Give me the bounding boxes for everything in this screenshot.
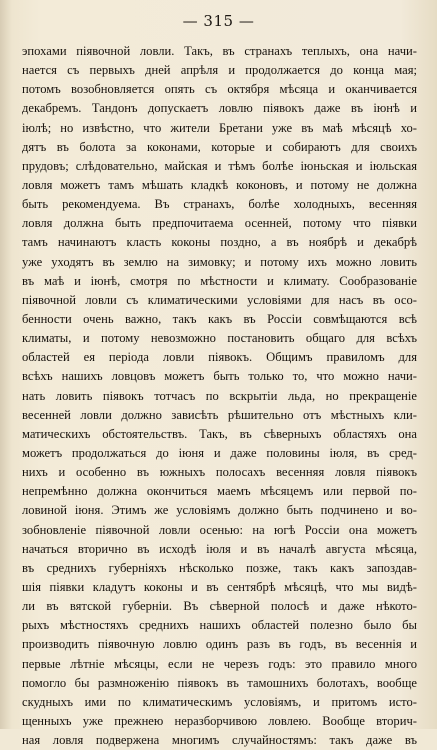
text-line: дятъ въ болота за коконами, которые и собираютъ для своихъ (22, 139, 417, 154)
text-line: эпохами піявочной ловли. Такъ, въ странахъ теплыхъ, она начи- (22, 44, 417, 58)
text-line: весенней ловли должно зависѣть рѣшительно отъ мѣстныхъ кли- (22, 407, 417, 422)
text-line: помогло бы размноженію піявокъ въ тамошнихъ болотахъ, вообще (22, 675, 417, 690)
text-line: непремѣнно должна окончиться маемъ мѣсяцемъ или первой по- (22, 484, 417, 499)
text-line: потомъ возобновляется опять съ октября мѣсяца и оканчивается (22, 82, 417, 97)
text-line: въ среднихъ губерніяхъ нѣсколько позже, такъ какъ запоздав- (22, 560, 417, 575)
text-line: начаться вторично въ исходѣ іюля и въ началѣ августа мѣсяца, (22, 541, 417, 556)
text-line: ловля можетъ тамъ мѣшать кладкѣ коконовъ, и потому не должна (22, 177, 417, 192)
text-line: производить піявочную ловлю одинъ разъ въ годъ, въ весеннія и (22, 637, 417, 652)
text-line: нихъ и особенно въ южныхъ полосахъ весенняя ловля піявокъ (22, 465, 417, 480)
text-line: щенныхъ уже прежнею неразборчивою ловлею. Вообще вторич- (22, 713, 417, 728)
text-line: рыхъ мѣстностяхъ среднихъ нашихъ областей полезно было бы (22, 618, 417, 633)
text-line: ловля должна быть предпочитаема осенней, потому что піявки (22, 216, 417, 231)
text-line: іюлѣ; но извѣстно, что жители Бретани уже въ маѣ мѣсяцѣ хо- (22, 120, 417, 135)
text-line: піявочной ловли съ климатическими условіями для насъ въ осо- (22, 292, 417, 307)
text-line: областей ея періода ловли піявокъ. Общимъ правиломъ для (22, 350, 417, 365)
text-line: нается съ первыхъ дней апрѣля и продолжается до конца мая; (22, 63, 417, 78)
text-line: первые лѣтніе мѣсяцы, если не черезъ годъ: это правило много (22, 656, 417, 671)
text-line: нать ловить піявокъ тотчасъ по вскрытіи льда, но прекращеніе (22, 388, 417, 403)
text-line: климаты, и потому невозможно постановить общаго для всѣхъ (22, 331, 417, 346)
text-line: всѣхъ нашихъ ловцовъ можетъ быть только то, что можно начи- (22, 369, 417, 384)
text-line: матическихъ обстоятельствъ. Такъ, въ сѣверныхъ областяхъ она (22, 426, 417, 441)
text-line: ли въ вятской губерніи. Въ сѣверной полосѣ и даже нѣкото- (22, 599, 417, 614)
text-line: зобновленіе піявочной ловли осенью: на югѣ Россіи она можетъ (22, 522, 417, 537)
text-line: тамъ начинаютъ класть коконы поздно, а въ ноябрѣ и декабрѣ (22, 235, 417, 250)
text-line: шія піявки кладутъ коконы и въ сентябрѣ мѣсяцѣ, что мы видѣ- (22, 579, 417, 594)
text-line: можетъ продолжаться до іюня и даже половины іюля, въ сред- (22, 445, 417, 460)
text-line: скудныхъ ими по климатическимъ условіямъ, и притомъ исто- (22, 694, 417, 709)
text-line: прудовъ; слѣдовательно, майская и тѣмъ болѣе іюньская и іюльская (22, 158, 417, 173)
text-line: въ маѣ и іюнѣ, смотря по мѣстности и климату. Сообразованіе (22, 273, 417, 288)
text-line: ловиной іюня. Этимъ же условіямъ должно быть подчинено и во- (22, 503, 417, 518)
body-text (22, 42, 417, 750)
text-line: ная ловля подвержена многимъ случайностямъ: такъ даже въ (22, 733, 417, 748)
text-line: декабремъ. Тандонъ допускаетъ ловлю піявокъ даже въ іюнѣ и (22, 101, 417, 116)
page-number: — 315 — (182, 12, 255, 30)
text-line: уже уходятъ въ землю на зимовку; и потому ихъ можно ловить (22, 254, 417, 269)
text-line: бенности очень важно, такъ какъ въ Россіи совмѣщаются всѣ (22, 311, 417, 326)
text-line: быть рекомендуема. Въ странахъ, болѣе холодныхъ, весенняя (22, 197, 417, 212)
